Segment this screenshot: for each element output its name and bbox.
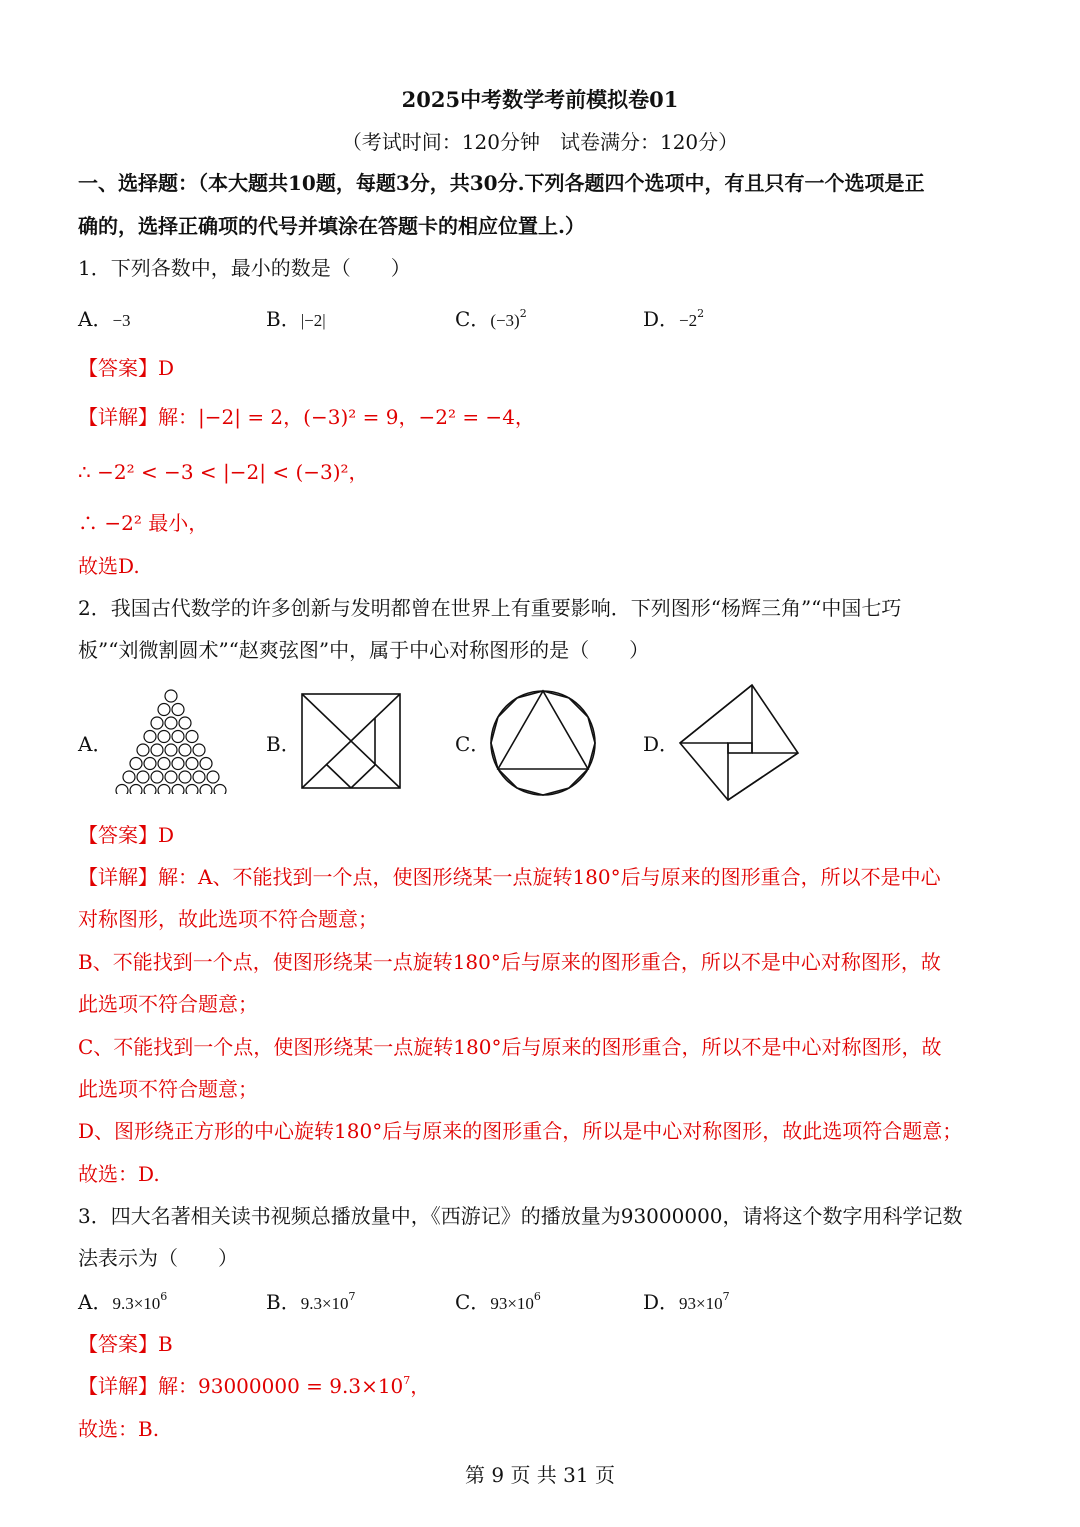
q1-option-a: A．−3 [78, 307, 131, 331]
triangle-circle [172, 731, 184, 743]
q1-stem: 1．下列各数中，最小的数是（ ） [78, 256, 411, 280]
q2-detail-line1: 【详解】解：A、不能找到一个点，使图形绕某一点旋转180°后与原来的图形重合，所以不是中心 [78, 865, 941, 889]
page-number: 第 9 页 共 31 页 [465, 1463, 615, 1487]
triangle-circle [172, 704, 184, 716]
triangle-circle [179, 744, 191, 756]
triangle-circle [172, 785, 184, 795]
q2-label-d: D． [643, 732, 680, 756]
section-heading-line2: 确的，选择正确项的代号并填涂在答题卡的相应位置上.） [78, 214, 585, 238]
q3-answer: 【答案】B [78, 1332, 173, 1356]
q1-detail-line1: 【详解】解：|−2| = 2，(−3)² = 9，−2² = −4， [78, 405, 535, 429]
q2-detail-line7: D、图形绕正方形的中心旋转180°后与原来的图形重合，所以是中心对称图形，故此选项符合题意； [78, 1119, 963, 1143]
q2-detail-line3: B、不能找到一个点，使图形绕某一点旋转180°后与原来的图形重合，所以不是中心对称图形，故 [78, 950, 941, 974]
triangle-circle [207, 771, 219, 783]
q2-stem-line2: 板”“刘微割圆术”“赵爽弦图”中，属于中心对称图形的是（ ） [78, 638, 650, 662]
q3-option-c: C．$93\times 10^6$ [455, 1290, 541, 1314]
triangle-circle [130, 758, 142, 770]
triangle-circle [151, 771, 163, 783]
triangle-circle [158, 731, 170, 743]
q2-stem-line1: 2．我国古代数学的许多创新与发明都曾在世界上有重要影响．下列图形“杨辉三角”“中国七巧 [78, 596, 902, 620]
q3-conclusion: 故选：B. [78, 1417, 160, 1441]
triangle-circle [137, 744, 149, 756]
q2-detail-line5: C、不能找到一个点，使图形绕某一点旋转180°后与原来的图形重合，所以不是中心对称图形，故 [78, 1035, 942, 1059]
triangle-circle [123, 771, 135, 783]
triangle-circle [137, 771, 149, 783]
triangle-circle [193, 771, 205, 783]
q2-detail-line6: 此选项不符合题意； [78, 1077, 258, 1101]
triangle-circle [200, 758, 212, 770]
q1-detail-line3: ∴ −2² 最小， [78, 511, 209, 535]
triangle-circle [130, 785, 142, 795]
triangle-circle [158, 785, 170, 795]
section-heading-line1: 一、选择题：（本大题共10题，每题3分，共30分.下列各题四个选项中，有且只有一个选项是正 [78, 171, 925, 195]
triangle-circle [214, 785, 226, 795]
q3-option-d: D．$93\times 10^7$ [643, 1290, 730, 1314]
triangle-circle [172, 758, 184, 770]
triangle-circle [144, 758, 156, 770]
exam-info: （考试时间：120分钟 试卷满分：120分） [341, 130, 739, 154]
q2-label-a: A． [78, 732, 113, 756]
q3-option-b: B．$9.3\times 10^7$ [266, 1290, 356, 1314]
q2-detail-line2: 对称图形，故此选项不符合题意； [78, 907, 378, 931]
q3-detail: 【详解】解：$93000000 = 9.3\times 10^7$， [78, 1374, 431, 1398]
triangle-circle [193, 744, 205, 756]
q1-option-b: B．|−2| [266, 307, 326, 331]
triangle-circle [144, 731, 156, 743]
triangle-circle [151, 717, 163, 729]
circle-division-figure [487, 688, 599, 798]
q2-label-b: B． [266, 732, 301, 756]
q1-answer: 【答案】D [78, 356, 175, 380]
triangle-circle [144, 785, 156, 795]
q3-stem-line1: 3．四大名著相关读书视频总播放量中，《西游记》的播放量为93000000，请将这个数字用科学记数 [78, 1204, 963, 1228]
q1-option-c: C．$(-3)^2$ [455, 307, 527, 331]
tangram-figure [300, 692, 402, 790]
triangle-circle [179, 717, 191, 729]
triangle-circle [158, 704, 170, 716]
page-title: 2025中考数学考前模拟卷01 [401, 87, 679, 112]
q1-conclusion: 故选D. [78, 554, 140, 578]
yanghui-triangle-figure [110, 688, 232, 794]
triangle-circle [165, 744, 177, 756]
triangle-circle [200, 785, 212, 795]
triangle-circle [158, 758, 170, 770]
q3-option-a: A．$9.3\times 10^6$ [78, 1290, 168, 1314]
zhaoshuang-figure [676, 682, 802, 804]
triangle-circle [179, 771, 191, 783]
triangle-circle [186, 758, 198, 770]
q1-option-d: D．$-2^2$ [643, 307, 705, 331]
q3-stem-line2: 法表示为（ ） [78, 1246, 238, 1270]
triangle-circle [151, 744, 163, 756]
triangle-circle [116, 785, 128, 795]
triangle-circle [186, 731, 198, 743]
q2-conclusion: 故选：D. [78, 1162, 160, 1186]
q1-detail-line2: ∴ −2² < −3 < |−2| < (−3)²， [78, 460, 369, 484]
triangle-circle [186, 785, 198, 795]
q2-detail-line4: 此选项不符合题意； [78, 992, 258, 1016]
triangle-circle [165, 717, 177, 729]
triangle-circle [165, 690, 177, 702]
q2-label-c: C． [455, 732, 491, 756]
triangle-circle [165, 771, 177, 783]
q2-answer: 【答案】D [78, 823, 175, 847]
